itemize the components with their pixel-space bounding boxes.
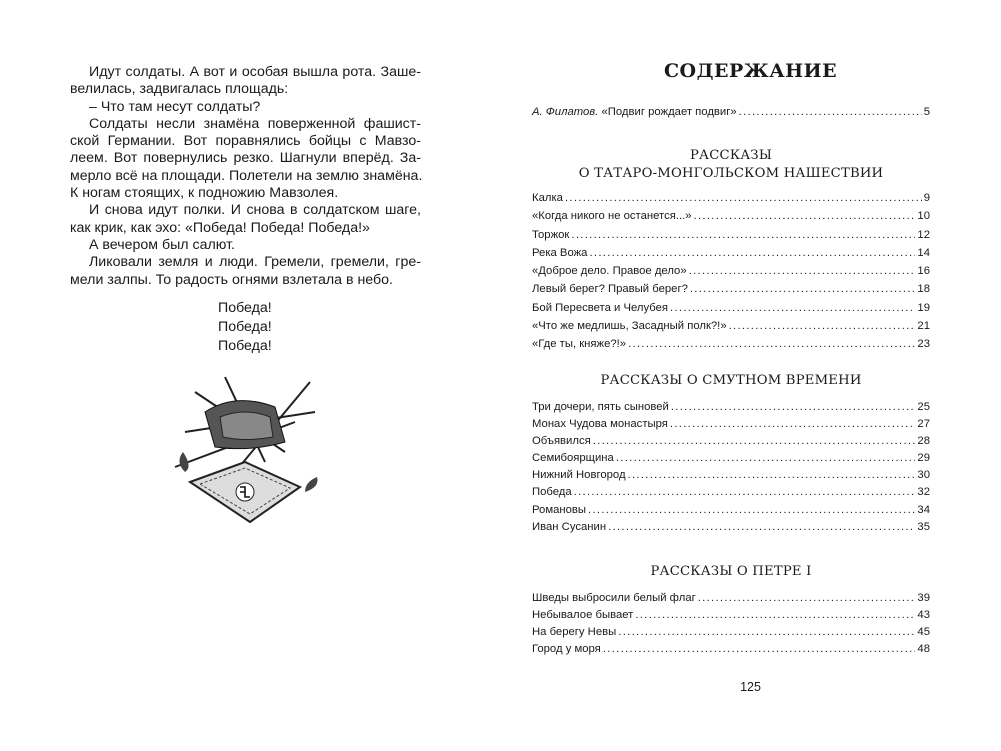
dot-leader [670, 416, 916, 433]
dot-leader [635, 607, 915, 624]
entry-page: 39 [917, 592, 930, 604]
page-number: 125 [740, 680, 761, 694]
victory-verse [218, 299, 272, 357]
entry-page: 16 [917, 265, 930, 278]
entry-page: 23 [917, 338, 930, 351]
heading-line: РАССКАЗЫ О ПЕТРЕ I [650, 564, 812, 579]
author-name: А. Филатов. [532, 106, 599, 118]
entry-page: 19 [917, 301, 930, 314]
entry-page: 29 [917, 452, 930, 465]
toc-entry[interactable] [532, 299, 930, 317]
toc-entry[interactable] [532, 207, 930, 225]
entry-title: «Когда никого не останется...» [532, 210, 692, 223]
toc-entry[interactable] [532, 641, 930, 658]
story-text [70, 64, 421, 289]
toc-entry[interactable] [532, 624, 930, 641]
verse-line: Победа! [218, 300, 272, 316]
entry-title: Объявился [532, 435, 591, 448]
toc-entry[interactable] [532, 502, 930, 519]
entry-page: 32 [917, 486, 930, 499]
toc-entry[interactable] [532, 189, 930, 207]
entry-title: «Где ты, княже?!» [532, 338, 627, 351]
text-line: – Что там несут солдаты? [89, 98, 261, 115]
text-line: Ликовали земля и люди. Гремели, гремели, гре- [89, 254, 421, 271]
entry-title: Три дочери, пять сыновей [532, 401, 669, 413]
entry-page: 5 [923, 106, 930, 118]
entry-title: «Что же медлишь, Засадный полк?!» [532, 320, 727, 333]
dot-leader [671, 399, 916, 416]
entry-page: 21 [917, 320, 930, 333]
text-line: мели залпы. То радость огнями взлетала в небо. [70, 271, 393, 288]
toc-section [532, 189, 930, 354]
text-line: ской Германии. Вот поравнялись бойцы с Мавзо- [70, 133, 421, 150]
entry-title: Семибоярщина [532, 452, 614, 465]
entry-title: Бой Пересвета и Челубея [532, 301, 669, 314]
dot-leader [574, 484, 916, 501]
right-page [500, 0, 1001, 751]
dot-leader [603, 641, 916, 658]
heading-line: РАССКАЗЫ О СМУТНОМ ВРЕМЕНИ [600, 373, 862, 388]
section-heading [532, 372, 930, 390]
entry-page: 27 [917, 418, 930, 431]
dot-leader [608, 519, 915, 536]
heading-line: О ТАТАРО-МОНГОЛЬСКОМ НАШЕСТВИИ [578, 166, 884, 181]
dot-leader [589, 244, 915, 262]
heading-line: РАССКАЗЫ [689, 148, 773, 163]
entry-page: 34 [917, 503, 930, 516]
toc-entry[interactable] [532, 280, 930, 298]
toc-entry[interactable] [532, 226, 930, 244]
entry-title: Небывалое бывает [532, 609, 634, 622]
dot-leader [571, 226, 915, 244]
toc-entry[interactable] [532, 399, 930, 416]
entry-page: 10 [917, 210, 930, 223]
toc-section [532, 590, 930, 658]
entry-page: 18 [917, 283, 930, 296]
dot-leader [689, 262, 916, 280]
text-line: А вечером был салют. [89, 236, 235, 253]
toc-entry[interactable] [532, 416, 930, 433]
text-line: К ногам стоящих, к подножию Мавзолея. [70, 185, 339, 202]
dot-leader [628, 467, 916, 484]
entry-title: «Доброе дело. Правое дело» [532, 265, 687, 278]
entry-title: Торжок [532, 228, 570, 241]
entry-page: 25 [917, 401, 930, 413]
text-line: Идут солдаты. А вот и особая вышла рота. Заше- [89, 64, 421, 80]
entry-title: Река Вожа [532, 246, 588, 259]
text-line: И снова идут полки. И снова в солдатском шаге, [89, 202, 421, 219]
entry-page: 43 [917, 609, 930, 622]
dot-leader [616, 450, 916, 467]
entry-title: Романовы [532, 503, 587, 516]
verse-line: Победа! [218, 338, 272, 355]
dot-leader [739, 103, 922, 121]
toc-entry[interactable] [532, 450, 930, 467]
dot-leader [628, 335, 915, 353]
entry-title: Левый берег? Правый берег? [532, 283, 688, 296]
entry-page: 14 [917, 246, 930, 259]
entry-page: 12 [917, 228, 930, 241]
dot-leader [588, 502, 915, 519]
toc-entry[interactable] [532, 262, 930, 280]
toc-entry[interactable] [532, 317, 930, 335]
entry-title: Монах Чудова монастыря [532, 418, 668, 431]
toc-entry[interactable] [532, 590, 930, 607]
left-page [0, 0, 500, 751]
dot-leader [670, 299, 915, 317]
dot-leader [593, 433, 916, 450]
entry-title: Иван Сусанин [532, 520, 607, 533]
dot-leader [698, 590, 916, 607]
toc-entry[interactable] [532, 433, 930, 450]
section-heading [532, 147, 930, 183]
text-line: велилась, задвигалась площадь: [70, 81, 289, 98]
text-line: мерло всё на площади. Полетели на землю знамёна. [70, 167, 423, 184]
dot-leader [690, 280, 916, 298]
text-line: леем. Вот повернулись резко. Шагнули вперёд. За- [70, 150, 421, 167]
text-line: как крик, как эхо: «Победа! Победа! Победа!» [70, 219, 370, 236]
toc-intro [532, 103, 930, 121]
entry-page: 35 [917, 520, 930, 533]
entry-title: На берегу Невы [532, 626, 617, 639]
dot-leader [565, 189, 922, 207]
entry-title: Нижний Новгород [532, 469, 626, 482]
entry-title: «Подвиг рождает подвиг» [601, 106, 737, 118]
section-heading [532, 563, 930, 581]
text-line: Солдаты несли знамёна поверженной фашист- [89, 115, 421, 132]
entry-page: 9 [923, 192, 930, 204]
dot-leader [618, 624, 915, 641]
entry-title: Калка [532, 192, 563, 204]
toc-entry[interactable] [532, 519, 930, 536]
toc-entry[interactable] [532, 484, 930, 501]
toc-entry[interactable] [532, 103, 930, 121]
dot-leader [694, 207, 916, 225]
entry-page: 48 [917, 643, 930, 656]
fallen-banners-illustration [165, 372, 325, 537]
toc-title: СОДЕРЖАНИЕ [663, 60, 838, 82]
toc-entry[interactable] [532, 607, 930, 624]
verse-line: Победа! [218, 319, 272, 336]
entry-page: 28 [917, 435, 930, 448]
toc-section [532, 399, 930, 536]
toc-entry[interactable] [532, 244, 930, 262]
entry-title: Победа [532, 486, 572, 499]
dot-leader [729, 317, 916, 335]
entry-title: Город у моря [532, 643, 601, 656]
toc-entry[interactable] [532, 467, 930, 484]
entry-page: 30 [917, 469, 930, 482]
entry-title: Шведы выбросили белый флаг [532, 592, 696, 604]
toc-entry[interactable] [532, 335, 930, 353]
entry-page: 45 [917, 626, 930, 639]
